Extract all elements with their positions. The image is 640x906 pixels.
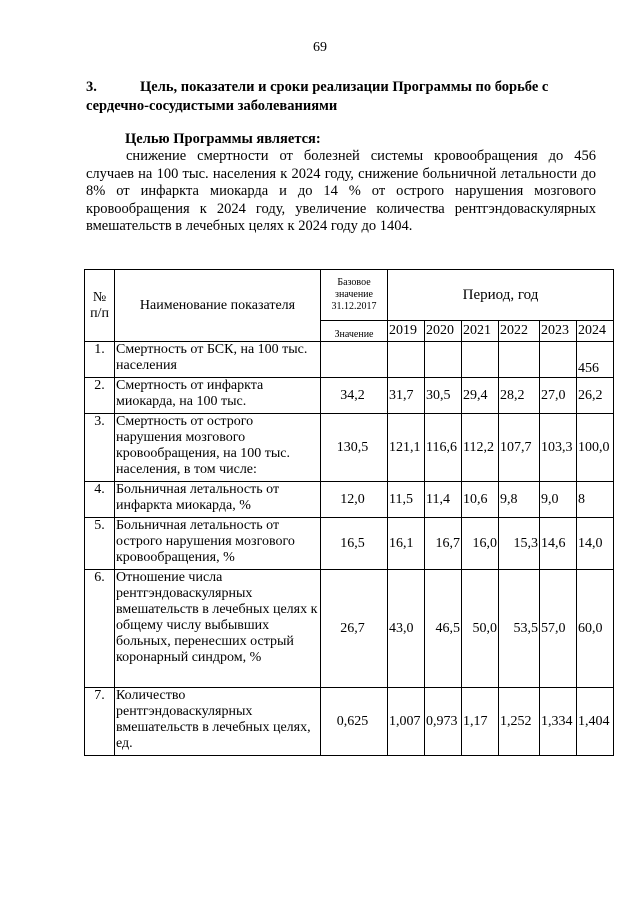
row-year-value: 1,17 (462, 688, 499, 756)
row-year-value: 16,0 (462, 518, 499, 570)
row-base-value: 0,625 (321, 688, 388, 756)
row-year-value: 1,404 (577, 688, 614, 756)
row-year-value (425, 342, 462, 378)
row-year-value: 26,2 (577, 378, 614, 414)
header-year: 2023 (540, 321, 577, 342)
row-year-value: 29,4 (462, 378, 499, 414)
row-year-value: 14,0 (577, 518, 614, 570)
row-year-value: 16,7 (425, 518, 462, 570)
table-row (85, 342, 614, 378)
row-year-value: 57,0 (540, 570, 577, 688)
row-number: 1. (85, 342, 115, 378)
header-period: Период, год (388, 270, 614, 321)
row-number: 5. (85, 518, 115, 570)
row-indicator-name: Смертность от инфаркта миокарда, на 100 тыс. (115, 378, 321, 414)
row-year-value (388, 342, 425, 378)
row-year-value: 50,0 (462, 570, 499, 688)
row-indicator-name: Количество рентгэндоваскулярных вмешательств в лечебных целях, ед. (115, 688, 321, 756)
row-year-value: 11,5 (388, 482, 425, 518)
row-base-value: 130,5 (321, 414, 388, 482)
row-indicator-name: Больничная летальность от инфаркта миокарда, % (115, 482, 321, 518)
header-number: № п/п (85, 270, 115, 342)
row-year-value: 46,5 (425, 570, 462, 688)
row-base-value (321, 342, 388, 378)
row-year-value: 121,1 (388, 414, 425, 482)
row-number: 2. (85, 378, 115, 414)
row-year-value: 30,5 (425, 378, 462, 414)
section-title: Цель, показатели и сроки реализации Программы по борьбе с сердечно-сосудистыми заболеваниями (86, 79, 549, 114)
table-row (85, 378, 614, 414)
row-year-value: 28,2 (499, 378, 540, 414)
row-year-value: 1,334 (540, 688, 577, 756)
row-year-value: 9,8 (499, 482, 540, 518)
row-year-value: 8 (577, 482, 614, 518)
row-year-value: 15,3 (499, 518, 540, 570)
row-year-value: 9,0 (540, 482, 577, 518)
row-year-value: 27,0 (540, 378, 577, 414)
table-row (85, 518, 614, 570)
table-row (85, 570, 614, 688)
header-base: Базовое значение 31.12.2017 (321, 270, 388, 321)
row-number: 4. (85, 482, 115, 518)
row-year-value: 1,252 (499, 688, 540, 756)
row-year-value: 112,2 (462, 414, 499, 482)
header-year: 2020 (425, 321, 462, 342)
row-number: 7. (85, 688, 115, 756)
row-year-value: 456 (577, 342, 614, 378)
row-year-value: 1,007 (388, 688, 425, 756)
header-year: 2019 (388, 321, 425, 342)
row-year-value: 60,0 (577, 570, 614, 688)
indicators-table (84, 269, 614, 756)
row-number: 6. (85, 570, 115, 688)
row-year-value: 11,4 (425, 482, 462, 518)
header-base-value: Значение (321, 321, 388, 342)
row-year-value (462, 342, 499, 378)
header-year: 2024 (577, 321, 614, 342)
row-base-value: 34,2 (321, 378, 388, 414)
row-indicator-name: Больничная летальность от острого нарушения мозгового кровообращения, % (115, 518, 321, 570)
goal-title: Целью Программы является: (125, 131, 321, 147)
section-number: 3. (86, 79, 97, 95)
row-indicator-name: Смертность от острого нарушения мозгового кровообращения, на 100 тыс. населения, в том числе: (115, 414, 321, 482)
row-year-value: 116,6 (425, 414, 462, 482)
section-heading (86, 78, 596, 116)
row-base-value: 16,5 (321, 518, 388, 570)
row-year-value: 53,5 (499, 570, 540, 688)
table-row (85, 482, 614, 518)
row-indicator-name: Отношение числа рентгэндоваскулярных вмешательств в лечебных целях к общему числу выбывших больных, перенесших острый коронарный синдром, % (115, 570, 321, 688)
header-name: Наименование показателя (115, 270, 321, 342)
row-number: 3. (85, 414, 115, 482)
table-row (85, 414, 614, 482)
row-year-value: 16,1 (388, 518, 425, 570)
row-year-value (540, 342, 577, 378)
page-number: 69 (313, 40, 327, 55)
row-year-value: 100,0 (577, 414, 614, 482)
row-year-value (499, 342, 540, 378)
row-year-value: 43,0 (388, 570, 425, 688)
row-year-value: 14,6 (540, 518, 577, 570)
table-row (85, 688, 614, 756)
row-year-value: 10,6 (462, 482, 499, 518)
goal-text: снижение смертности от болезней системы кровообращения до 456 случаев на 100 тыс. населения к 2024 году, снижение больничной летальности до 8% от инфаркта миокарда и до 14 % от острого нарушения мозгового кровообращения к 2024 году, увеличение количества рентгэндоваскулярных вмешательств в лечебных целях к 2024 году до 1404. (86, 148, 596, 234)
row-year-value: 31,7 (388, 378, 425, 414)
row-indicator-name: Смертность от БСК, на 100 тыс. населения (115, 342, 321, 378)
row-base-value: 12,0 (321, 482, 388, 518)
table-header-row (85, 270, 614, 321)
header-year: 2021 (462, 321, 499, 342)
row-base-value: 26,7 (321, 570, 388, 688)
row-year-value: 0,973 (425, 688, 462, 756)
row-year-value: 103,3 (540, 414, 577, 482)
row-year-value: 107,7 (499, 414, 540, 482)
header-year: 2022 (499, 321, 540, 342)
